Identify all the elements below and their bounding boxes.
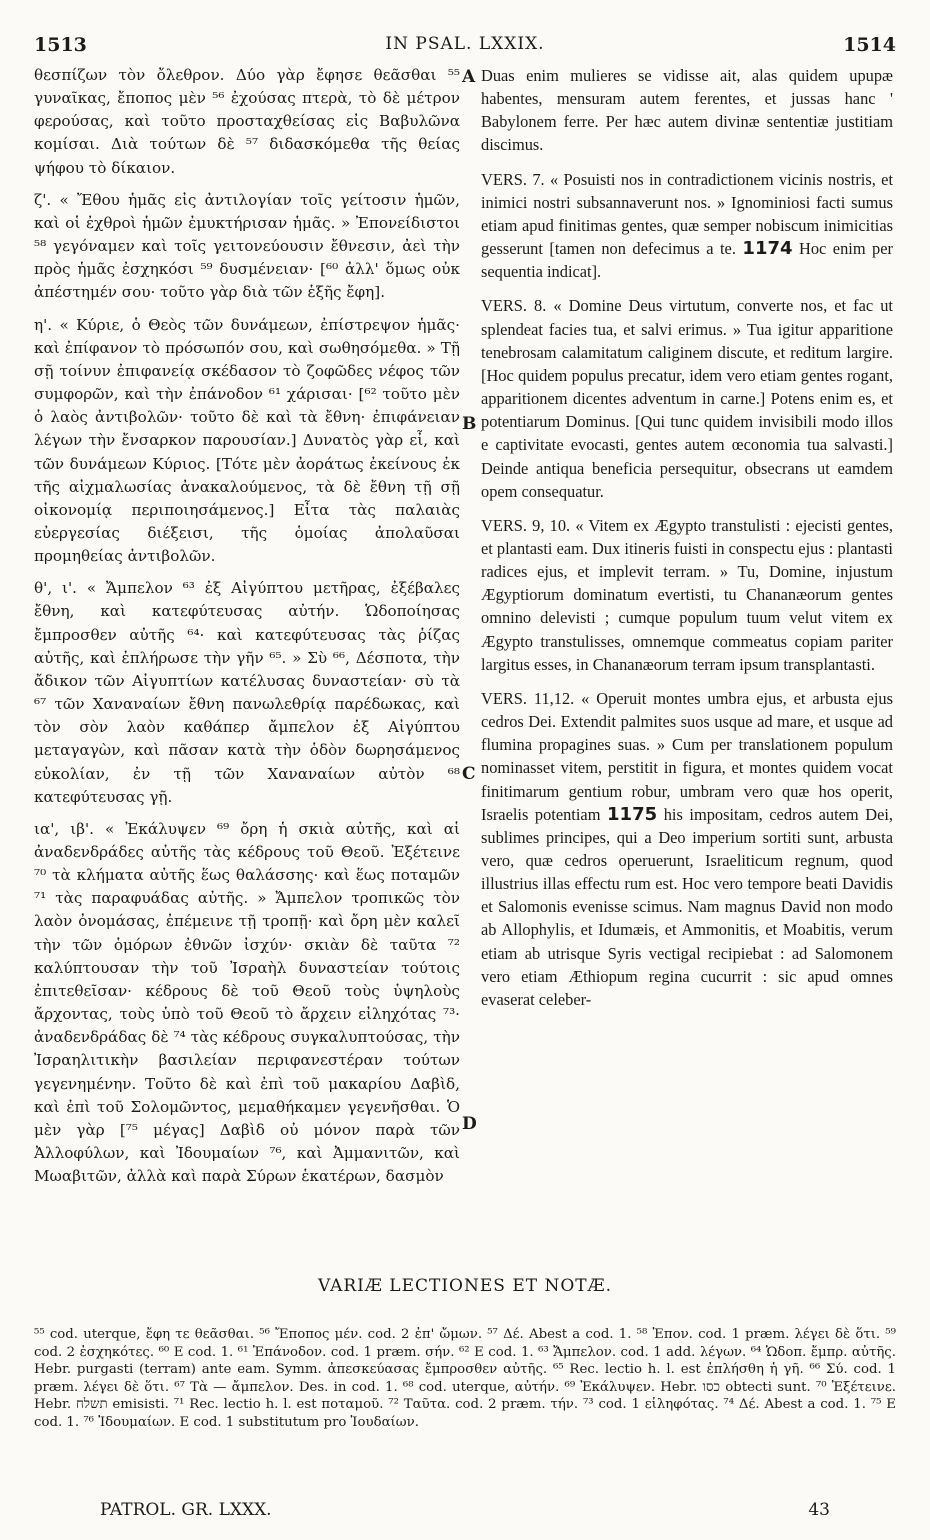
notes: ⁵⁵ cod. uterque, ἔφη τε θεᾶσθαι. ⁵⁶ Ἔποπος μέν. cod. 2 ἐπ' ὤμων. ⁵⁷ Δέ. Abest a cod. 1. ⁵⁸ Ἐπον. cod. 1 præm. λέγει δὲ ὅτι. ⁵⁹ cod. 2 ἐσχηκότες. ⁶⁰ E cod. 1. ⁶¹ Ἐπάνοδον. cod. 1 præm. σήν. ⁶² E cod. 1. ⁶³ Ἄμπελον. cod. 1 add. λέγων. ⁶⁴ Ὡδοπ. ἔμπρ. αὐτῆς. Hebr. purgasti (terram) ante eam. Symm. ἀπεσκεύασας ἔμπροσθεν αὐτῆς. ⁶⁵ Rec. lectio h. l. est ἐπλήσθη ἡ γῆ. ⁶⁶ Σύ. cod. 1 præm. λέγει δὲ ὅτι. ⁶⁷ Τὰ — ἄμπελον. Des. in cod. 1. ⁶⁸ cod. uterque, αὐτήν. ⁶⁹ Ἐκάλυψεν. Hebr. כסו obtecti sunt. ⁷⁰ Ἐξέτεινε. Hebr. תשלח emisisti. ⁷¹ Rec. lectio h. l. est ποταμοῦ. ⁷² Ταῦτα. cod. 2 præm. τήν. ⁷³ cod. 1 εἰληφότας. ⁷⁴ Δέ. Abest a cod. 1. ⁷⁵ E cod. 1. ⁷⁶ Ἰδουμαίων. E cod. 1 substitutum pro Ἰουδαίων. xyxy=(34,1327,896,1430)
latin-text: VERS. 7. « Posuisti nos in contradictionem vicinis nostris, et inimici nostri subsannaverunt nos. » Ignominiosi facti sumus etiam apud finitimas gentes, quæ semper nobiscum inimicitias gesserunt [tamen non defecimus a te. xyxy=(481,169,893,259)
latin-paragraph: Duas enim mulieres se vidisse ait, alas quidem upupæ habentes, mensuram autem ferentes, et jussas hanc ' Babylonem ferre. Per hæc autem divinæ sententiæ justitiam discimus. xyxy=(481,66,893,155)
greek-paragraph: η'. « Κύριε, ὁ Θεὸς τῶν δυνάμεων, ἐπίστρεψον ἡμᾶς· καὶ ἐπίφανον τὸ πρόσωπόν σου, καὶ σωθησόμεθα. » Τῇ σῇ τοίνυν ἐπιφανείᾳ σκέδασον τὸ ζοφῶδες νέφος τῶν συμφορῶν, καὶ τὴν ἐπάνοδον ⁶¹ χάρισαι· [⁶² τοῦτο μὲν ὁ λαὸς ἀντιβολῶν· τοῦτο δὲ καὶ τὰ ἔθνη· ἐπιφάνειαν λέγων τὴν ἔνσαρκον παρουσίαν.] Δυνατὸς γὰρ εἶ, καὶ τῶν δυνάμεων Κύριος. [Τότε μὲν ἀοράτως ἐκείνους ἐκ τῆς αἰχμαλωσίας ἀνακαλούμενος, τὰ δὲ ἔθνη τῇ σῇ οἰκονομίᾳ περιποιησάμενος.] Εἶτα τὰς παλαιὰς εὐεργεσίας διέξεισι, τῆς ὁμοίας ἀπολαῦσαι προμηθείας ἀντιβολῶν. xyxy=(34,315,460,566)
column-number: 1175 xyxy=(607,803,658,825)
margin-letter-c: C xyxy=(462,764,476,784)
notes-title: VARIÆ LECTIONES ET NOTÆ. xyxy=(317,1276,613,1296)
greek-column xyxy=(34,64,460,1197)
greek-paragraph: θεσπίζων τὸν ὄλεθρον. Δύο γὰρ ἔφησε θεᾶσθαι ⁵⁵ γυναῖκας, ἔποπος μὲν ⁵⁶ ἐχούσας πτερὰ, τὸ δὲ μέτρον φερούσας, καὶ τοῦτο προσταχθείσας εἰς Βαβυλῶνα κομίσαι. Διὰ τούτων δὲ ⁵⁷ διδασκόμεθα τῆς θείας ψήφου τὸ δίκαιον. xyxy=(34,66,460,177)
latin-paragraph xyxy=(481,687,893,1011)
page-header xyxy=(34,34,896,60)
page-number-left: 1513 xyxy=(34,34,87,56)
margin-letter-b: B xyxy=(462,414,477,434)
greek-paragraph: ια', ιβ'. « Ἐκάλυψεν ⁶⁹ ὄρη ἡ σκιὰ αὐτῆς, καὶ αἱ ἀναδενδράδες αὐτῆς τὰς κέδρους τοῦ Θεοῦ. Ἐξέτεινε ⁷⁰ τὰ κλήματα αὐτῆς ἕως θαλάσσης· καὶ ἕως ποταμῶν ⁷¹ τὰς παραφυάδας αὐτῆς. » Ἄμπελον τροπικῶς τὸν λαὸν ὀνομάσας, ἐπέμεινε τῇ τροπῇ· καὶ ὄρη μὲν καλεῖ τὴν τῶν ὁμόρων ἐθνῶν ἰσχύν· σκιὰν δὲ ταῦτα ⁷² καλύπτουσαν τὴν τοῦ Ἰσραὴλ δυναστείαν τούτοις ἐπιτεθεῖσαν· κέδρους δὲ τοῦ Θεοῦ τοὺς ὑψηλοὺς ἄρχοντας, τοὺς ὑπὸ τοῦ Θεοῦ τὸ ἄρχειν εἰληχότας ⁷³· ἀναδενδράδας δὲ ⁷⁴ τὰς κέδρους συγκαλυπτούσας, τὴν Ἰσραηλιτικὴν βασιλείαν περιφανεστέραν τούτων γεγενημένην. Τοῦτο δὲ καὶ ἐπὶ τοῦ μακαρίου Δαβὶδ, καὶ ἐπὶ τοῦ Σολομῶντος, μεμαθήκαμεν γεγενῆσθαι. Ὁ μὲν γὰρ [⁷⁵ μέγας] Δαβὶδ οὐ μόνον παρὰ τῶν Ἀλλοφύλων, καὶ Ἰδουμαίων ⁷⁶, καὶ Ἀμμανιτῶν, καὶ Μωαβιτῶν, ἀλλὰ καὶ παρὰ Σύρων ἑκατέρων, δασμὸν xyxy=(34,819,460,1186)
margin-letter-a: A xyxy=(462,67,476,87)
greek-paragraph: θ', ι'. « Ἄμπελον ⁶³ ἐξ Αἰγύπτου μετῆρας, ἐξέβαλες ἔθνη, καὶ κατεφύτευσας αὐτήν. Ὡδοποίησας ἔμπροσθεν αὐτῆς ⁶⁴· καὶ κατεφύτευσας τὰς ῥίζας αὐτῆς, καὶ ἐπλήρωσε τὴν γῆν ⁶⁵. » Σὺ ⁶⁶, Δέσποτα, τὴν ἄδικον τῶν Αἰγυπτίων κατέλυσας δυναστείαν· σὺ τὰ ⁶⁷ τῶν Χαναναίων ἔθνη πανωλεθρίᾳ παρέδωκας, καὶ τὸν σὸν λαὸν καθάπερ ἄμπελον ἐξ Αἰγύπτου μεταγαγὼν, καὶ πᾶσαν κατὰ τὴν ὁδὸν δωρησάμενος εὐκολίαν, ἐν τῇ τῶν Χαναναίων αὐτὸν ⁶⁸ κατεφύτευσας γῇ. xyxy=(34,579,460,806)
margin-letter-d: D xyxy=(462,1114,477,1134)
latin-paragraph: VERS. 9, 10. « Vitem ex Ægypto transtulisti : ejecisti gentes, et plantasti eam. Dux itineris fuisti in conspectu ejus : plantasti radices ejus, et implevit terram. » Tu, Domine, injustum Ægyptiorum dominatum evertisti, tu Chananæorum gentes omnino delevisti ; cumque populum tuum velut vitem ex Ægypto transtulisses, omnemque commeatus copiam pariter largitus esses, in Chananæorum terram ipsum transplantasti. xyxy=(481,515,893,674)
greek-paragraph: ζ'. « Ἔθου ἡμᾶς εἰς ἀντιλογίαν τοῖς γείτοσιν ἡμῶν, καὶ οἱ ἐχθροὶ ἡμῶν ἐμυκτήρισαν ἡμᾶς. » Ἐπονείδιστοι ⁵⁸ γεγόναμεν καὶ τοῖς γειτονεύουσιν ἔθνεσιν, ἀεὶ τὴν πρὸς ἡμᾶς ἐσχηκόσι ⁵⁹ δυσμένειαν· [⁶⁰ ἀλλ' ὅμως οὐκ ἀπέστημέν σου· τοῦτο γὰρ διὰ τῶν ἑξῆς ἔφη]. xyxy=(34,190,460,302)
latin-text: VERS. 11,12. « Operuit montes umbra ejus, et arbusta ejus cedros Dei. Extendit palmites suos usque ad mare, et usque ad flumina propagines suas. » Cum per translationem populum nominasset vitem, perstitit in figura, et montes quidem vocat finitimarum gentium robur, umbram vero quæ hos operit, Israelis potentiam xyxy=(481,688,893,824)
footer-signature: PATROL. GR. LXXX. xyxy=(100,1500,272,1520)
page-number-right: 1514 xyxy=(843,34,896,56)
latin-text: Hoc enim per sequentia indicat]. xyxy=(481,239,893,282)
footer-number: 43 xyxy=(808,1500,830,1520)
page-footer xyxy=(100,1500,830,1524)
latin-paragraph: VERS. 8. « Domine Deus virtutum, converte nos, et fac ut splendeat facies tua, et salvi erimus. » Tua igitur apparitione tenebrosam calamitatum caliginem discute, et reditum largire. [Hoc quidem populus precatur, idem vero etiam gentes rogant, apparitionem dicentes adventum in carne.] Potens enim es, et potentiarum Dominus. [Qui tunc quidem invisibili modo illos e captivitate evocasti, gentes autem œconomia tua salvasti.] Deinde antiqua beneficia persequitur, obsecrans ut eamdem opem consequatur. xyxy=(481,296,893,501)
latin-text: his impositam, cedros autem Dei, sublimes principes, qui a Deo imperium sortiti sunt, arbusta vero, quæ cedros operuerunt, Israeliticum regnum, quod illustrius illas effectu rum est. Hoc vero tempore beati Davidis et Salomonis evenisse scimus. Nam magnus David non modo ab Allophylis, et Idumæis, et Ammonitis, et Moabitis, verum etiam ab utrisque Syris vectigal recipiebat : ad Salomonem vero etiam Æthiopum regina cucurrit : sic apud omnes evaserat celeber- xyxy=(481,804,893,1009)
latin-paragraph xyxy=(481,168,893,284)
column-number: 1174 xyxy=(742,238,793,260)
latin-column xyxy=(481,64,893,1022)
running-title: IN PSAL. LXXIX. xyxy=(385,34,545,54)
